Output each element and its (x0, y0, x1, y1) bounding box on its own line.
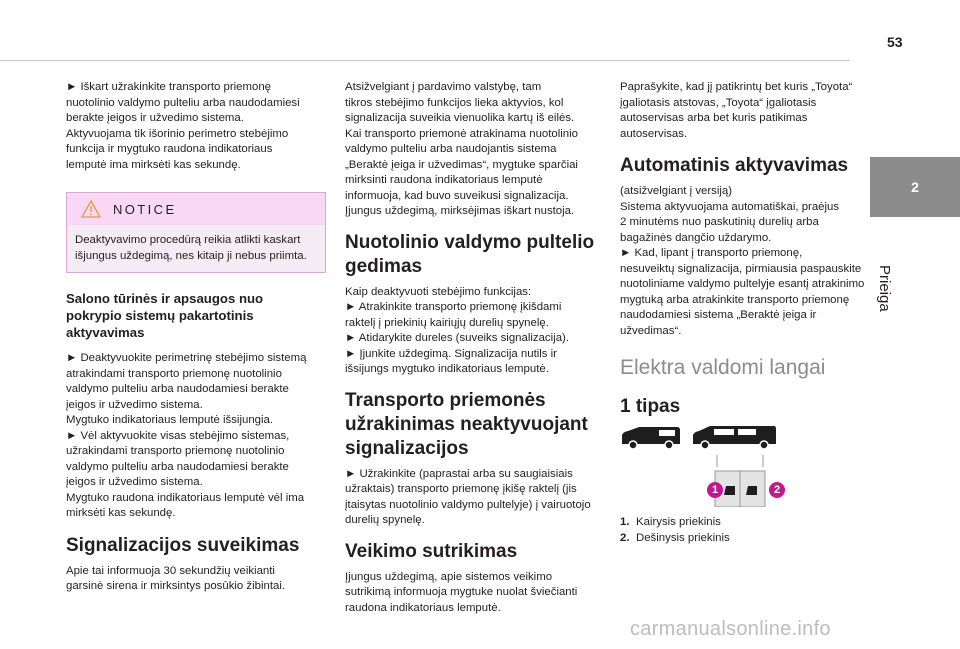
legend-text: Dešinysis priekinis (636, 531, 730, 544)
paragraph: Atsižvelgiant į pardavimo valstybę, tam tikros stebėjimo funkcijos lieka aktyvios, kol signalizacija suveikia vienuolika kartų iš eilės. Kai transporto priemonė atrakinama nuotolinio valdymo pulteliu arba naudojantis sistema „Beraktė įeiga ir užvedimas“, mygtuke sparčiai mirksinti raudona indikatoriaus lemputė informuoja, kad buvo suveikusi signalizacija. Įjungus uždegimą, mirksėjimas iškart nustoja. (345, 81, 579, 217)
paragraph: ► Užrakinkite (paprastai arba su saugiaisiais užraktais) transporto priemonę įkišę raktelį (jis įtaisytas nuotolinio valdymo pultelyje) į vairuotojo durelių spynelę. (345, 467, 591, 526)
van-short-icon (619, 424, 683, 450)
legend-text: Kairysis priekinis (636, 516, 721, 528)
page-number: 53 (887, 34, 903, 50)
section-heading: Signalizacijos suveikimas (66, 534, 300, 556)
notice-text: Deaktyvavimo procedūrą reikia atlikti kaskart išjungus uždegimą, nes kitaip ji nebus priimta. (75, 234, 307, 262)
watermark: carmanualsonline.info (630, 618, 831, 640)
column-1 (66, 80, 324, 595)
paragraph: ► Iškart užrakinkite transporto priemonę nuotolinio valdymo pulteliu arba naudodamiesi berakte įeigos ir užvedimo sistema. Aktyvuojama tik išorinio perimetro stebėjimo funkcija ir mygtuko raudona indikatoriaus lemputė ima mirksėti kas sekundę. (66, 81, 300, 171)
legend (620, 515, 730, 546)
section-heading: Nuotolinio valdymo pultelio gedimas (345, 231, 595, 277)
chapter-tab[interactable]: 2 (870, 157, 960, 217)
section-heading: Transporto priemonės užrakinimas neaktyvuojant signalizacijos (345, 389, 588, 459)
paragraph: (atsižvelgiant į versiją) Sistema aktyvuojama automatiškai, praėjus 2 minutėms nuo paskutinių durelių arba bagažinės dangčio uždarymo. ► Kad, lipant į transporto priemonę, nesuveiktų signalizacija, pirmiausia paspauskite nuotoliniame valdymo pultelyje esantį atrakinimo mygtuką arba atrakinkite transporto priemonę naudodamiesi sistema „Beraktė įeiga ir užvedimas“. (620, 185, 865, 337)
chapter-label: Prieiga (876, 265, 893, 312)
paragraph: Įjungus uždegimą, apie sistemos veikimo sutrikimą informuoja mygtuke nuolat šviečianti raudona indikatoriaus lemputė. (345, 570, 578, 614)
notice-title: NOTICE (113, 201, 177, 217)
van-long-icon (690, 423, 778, 450)
callout-badge-2: 2 (769, 482, 785, 498)
window-switch-panel (707, 455, 773, 507)
paragraph: Paprašykite, kad jį patikrintų bet kuris „Toyota“ įgaliotasis atstovas, „Toyota“ įgaliotasis autoservisas arba bet kuris patikimas autoservisas. (620, 81, 853, 140)
paragraph: ► Deaktyvuokite perimetrinę stebėjimo sistemą atrakindami transporto priemonę nuotolinio valdymo pulteliu arba naudodamiesi berakte įeigos ir užvedimo sistema. Mygtuko indikatoriaus lemputė išsijungia. ► Vėl aktyvuokite visas stebėjimo sistemas, užrakindami transporto priemonę nuotolinio valdymo pulteliu arba naudodamiesi berakte įeigos ir užvedimo sistema. Mygtuko raudona indikatoriaus lemputė vėl ima mirksėti kas sekundę. (66, 352, 307, 519)
legend-number: 1. (620, 516, 630, 528)
notice-box (66, 192, 326, 273)
paragraph: Apie tai informuoja 30 sekundžių veikianti garsinė sirena ir mirksintys posūkio žibintai. (66, 564, 286, 592)
paragraph: Kaip deaktyvuoti stebėjimo funkcijas: ► Atrakinkite transporto priemonę įkišdami raktelį į priekinių kairiųjų durelių spynelę. ► Atidarykite dureles (suveiks signalizacija). ► Įjunkite uždegimą. Signalizacija nutils ir išsijungs mygtuko indikatoriaus lemputė. (345, 285, 569, 375)
section-heading: Automatinis aktyvavimas (620, 155, 849, 176)
callout-badge-1: 1 (707, 482, 723, 498)
chapter-heading: Elektra valdomi langai (620, 356, 826, 379)
section-heading: 1 tipas (620, 396, 681, 417)
section-heading: Salono tūrinės ir apsaugos nuo pokrypio sistemų pakartotinis aktyvavimas (66, 291, 264, 340)
legend-item (620, 531, 730, 547)
warning-triangle-icon (81, 200, 101, 218)
column-2 (345, 80, 603, 616)
section-heading: Veikimo sutrikimas (345, 540, 518, 562)
column-3 (620, 80, 878, 419)
legend-number: 2. (620, 531, 630, 544)
legend-item (620, 515, 730, 531)
notice-header (67, 193, 325, 225)
top-rule (0, 60, 850, 61)
notice-body (67, 225, 325, 272)
